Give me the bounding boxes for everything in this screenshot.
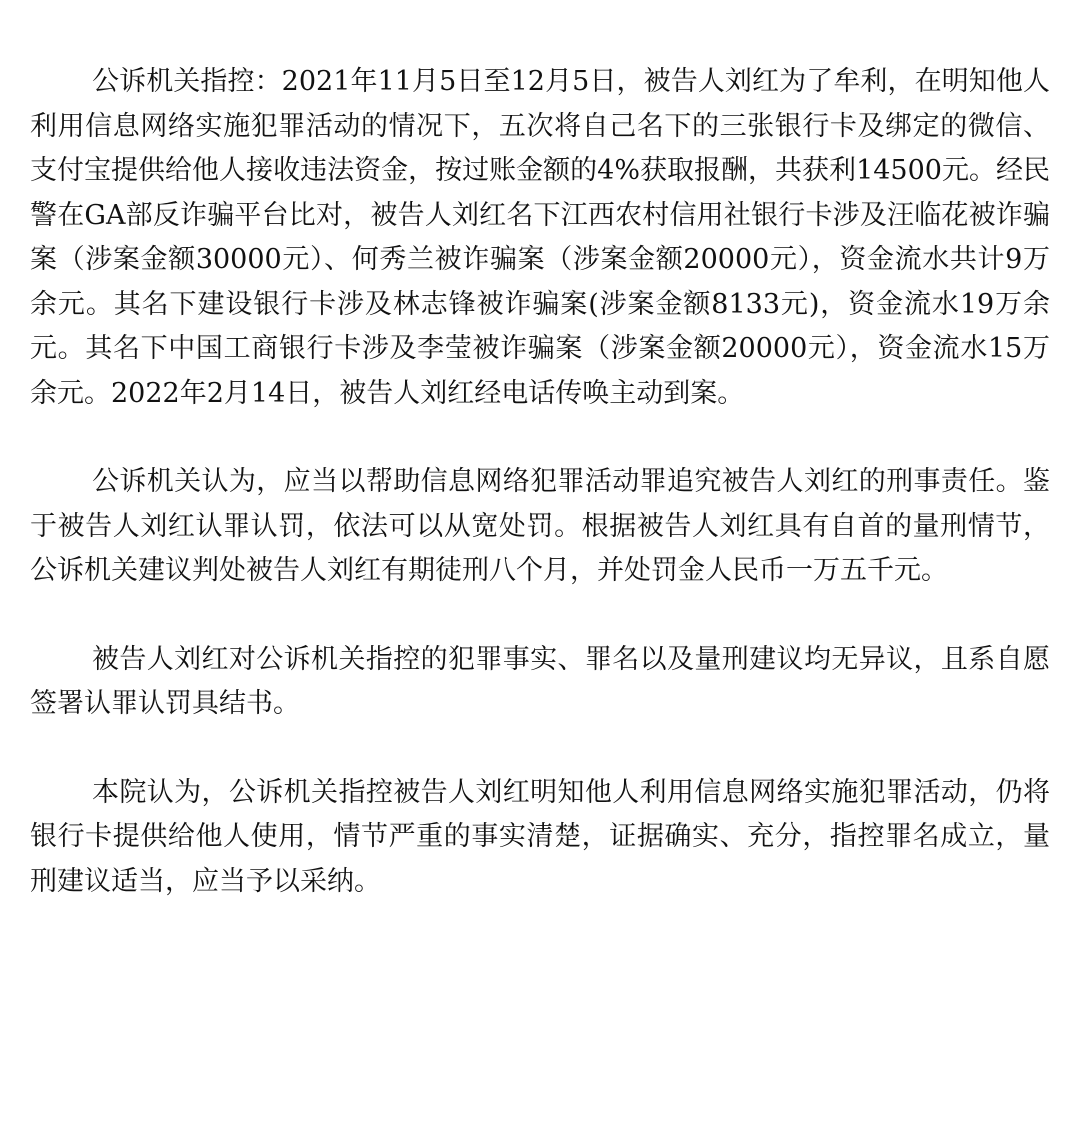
paragraph-indictment: 公诉机关指控：2021年11月5日至12月5日，被告人刘红为了牟利，在明知他人利用信息网络实施犯罪活动的情况下，五次将自己名下的三张银行卡及绑定的微信、支付宝提供给他人接收违法资金，按过账金额的4%获取报酬，共获利14500元。经民警在GA部反诈骗平台比对，被告人刘红名下江西农村信用社银行卡涉及汪临花被诈骗案（涉案金额30000元）、何秀兰被诈骗案（涉案金额20000元），资金流水共计9万余元。其名下建设银行卡涉及林志锋被诈骗案(涉案金额8133元)，资金流水19万余元。其名下中国工商银行卡涉及李莹被诈骗案（涉案金额20000元），资金流水15万余元。2022年2月14日，被告人刘红经电话传唤主动到案。 [30,66,1050,409]
paragraph-defendant-plea: 被告人刘红对公诉机关指控的犯罪事实、罪名以及量刑建议均无异议，且系自愿签署认罪认罚具结书。 [30,643,1050,719]
paragraph-court-opinion: 本院认为，公诉机关指控被告人刘红明知他人利用信息网络实施犯罪活动，仍将银行卡提供给他人使用，情节严重的事实清楚，证据确实、充分，指控罪名成立，量刑建议适当，应当予以采纳。 [30,776,1050,897]
document-body [30,60,1050,948]
paragraph-prosecution-opinion: 公诉机关认为，应当以帮助信息网络犯罪活动罪追究被告人刘红的刑事责任。鉴于被告人刘红认罪认罚，依法可以从宽处罚。根据被告人刘红具有自首的量刑情节，公诉机关建议判处被告人刘红有期徒刑八个月，并处罚金人民币一万五千元。 [30,466,1050,586]
